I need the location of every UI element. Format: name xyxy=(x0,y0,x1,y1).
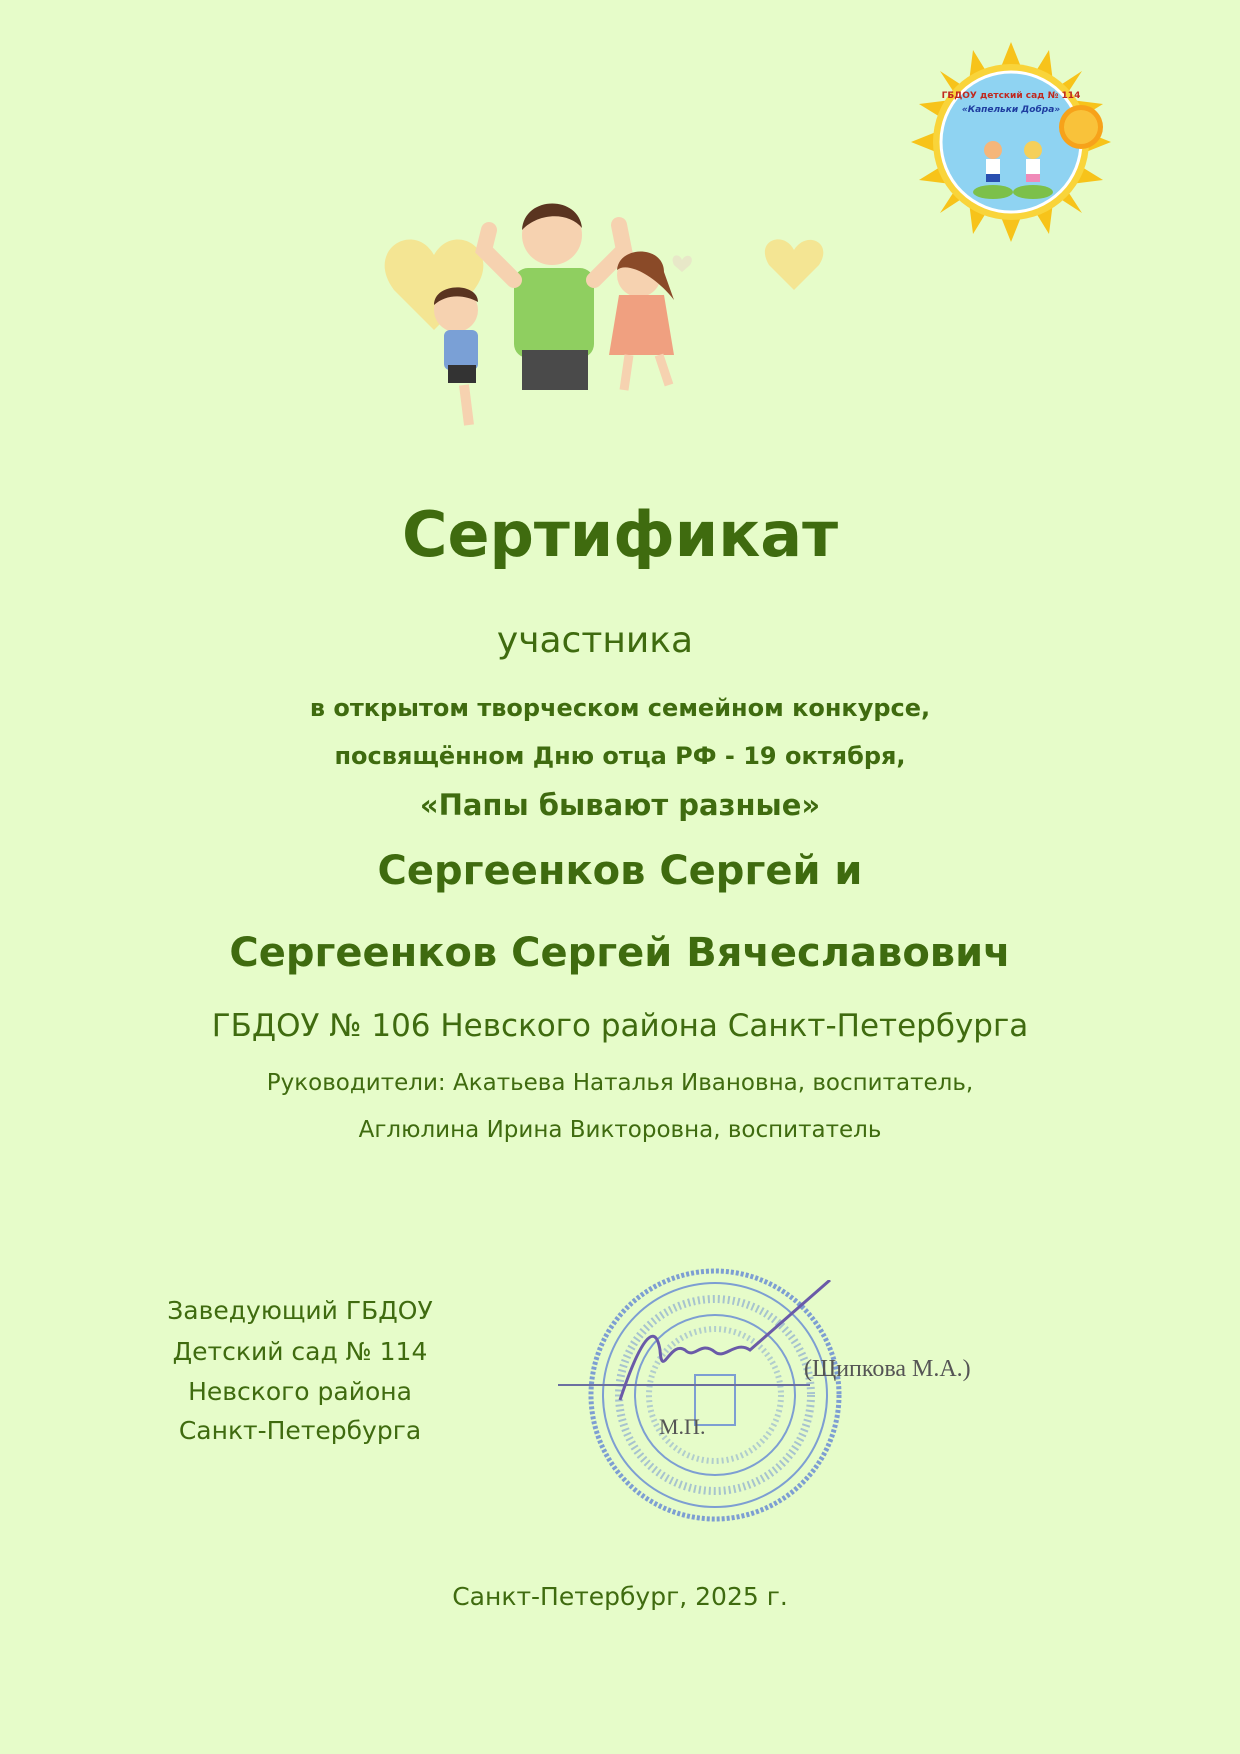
signatory-position-3: Невского района xyxy=(188,1377,412,1406)
description-line-2: посвящённом Дню отца РФ - 19 октября, xyxy=(334,742,906,770)
signatory-position-1: Заведующий ГБДОУ xyxy=(167,1296,433,1325)
contest-name: «Папы бывают разные» xyxy=(419,788,821,822)
supervisors-line-2: Аглюлина Ирина Викторовна, воспитатель xyxy=(358,1117,882,1143)
organization: ГБДОУ № 106 Невского района Санкт-Петербурга xyxy=(211,1008,1029,1044)
handwritten-signature xyxy=(600,1280,840,1420)
certificate-subtitle: участника xyxy=(496,620,694,661)
signatory-position-4: Санкт-Петербурга xyxy=(178,1416,422,1445)
description-line-1: в открытом творческом семейном конкурсе, xyxy=(309,694,931,722)
supervisors-line-1: Руководители: Акатьева Наталья Ивановна, воспитатель, xyxy=(266,1070,974,1096)
kindergarten-logo xyxy=(911,42,1111,242)
father-children-illustration xyxy=(374,190,874,470)
participant-line-2: Сергеенков Сергей Вячеславович xyxy=(229,930,1011,976)
certificate-title: Сертификат xyxy=(401,498,839,571)
seal-label: М.П. xyxy=(659,1414,706,1439)
participant-line-1: Сергеенков Сергей и xyxy=(377,848,863,894)
footer-place-year: Санкт-Петербург, 2025 г. xyxy=(452,1582,788,1611)
signatory-position-2: Детский сад № 114 xyxy=(172,1337,428,1366)
heart-icon xyxy=(765,239,823,290)
signatory-name: (Щипкова М.А.) xyxy=(804,1356,971,1382)
svg-text:ГБДОУ детский сад № 114: ГБДОУ детский сад № 114 xyxy=(941,91,1081,101)
svg-text:«Капельки Добра»: «Капельки Добра» xyxy=(961,105,1061,115)
